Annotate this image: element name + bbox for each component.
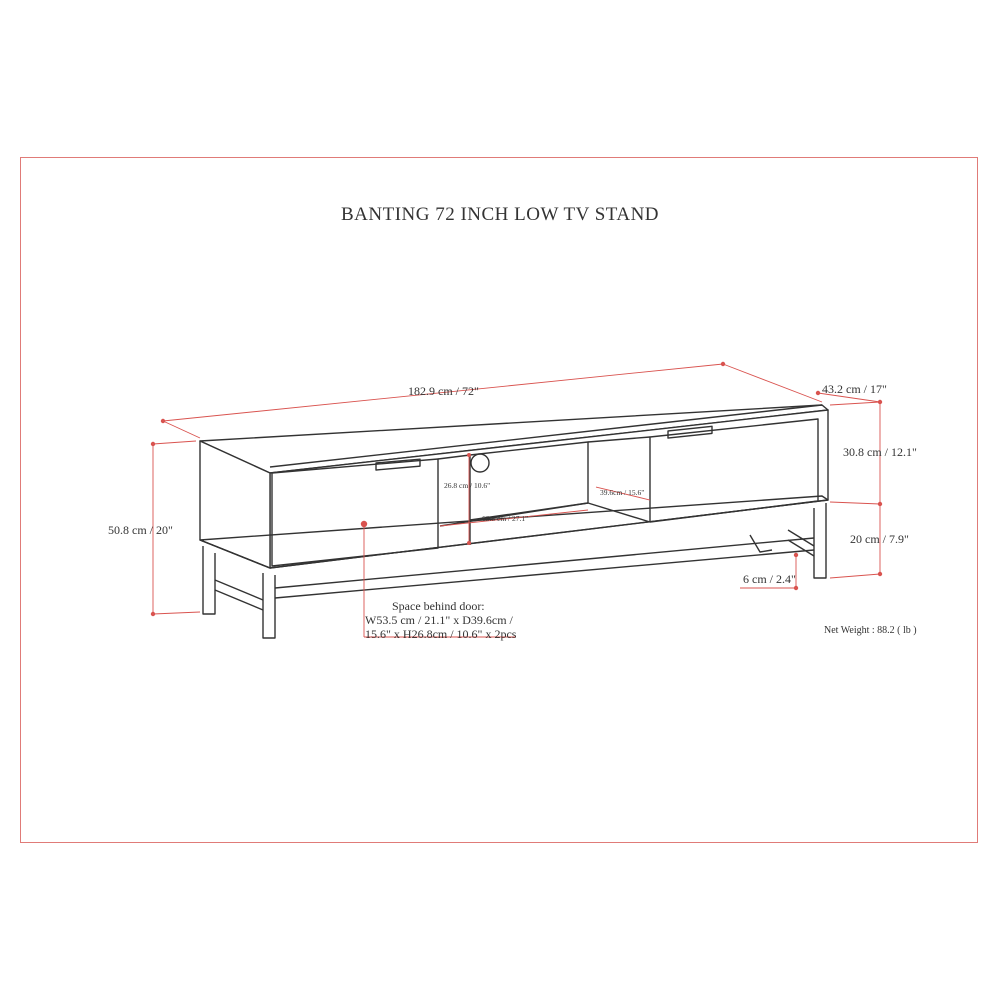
- page-title: BANTING 72 INCH LOW TV STAND: [340, 204, 660, 225]
- width-label: 182.9 cm / 72": [408, 384, 479, 398]
- net-weight-label: Net Weight : 88.2 ( lb ): [824, 625, 917, 636]
- depth-label: 43.2 cm / 17": [822, 382, 887, 396]
- base-height-label: 20 cm / 7.9": [850, 532, 909, 546]
- space-behind-door-line2: 15.6" x H26.8cm / 10.6" x 2pcs: [365, 627, 517, 641]
- shelf-width-label: 68.8 cm / 27.1": [482, 514, 529, 523]
- space-behind-door-heading: Space behind door:: [392, 599, 485, 613]
- leg-inset-label: 6 cm / 2.4": [743, 572, 796, 586]
- cabinet-height-label: 30.8 cm / 12.1": [843, 445, 917, 459]
- shelf-height-label: 26.8 cm / 10.6": [444, 481, 491, 490]
- space-behind-door-line1: W53.5 cm / 21.1" x D39.6cm /: [365, 613, 513, 627]
- total-height-label: 50.8 cm / 20": [108, 523, 173, 537]
- shelf-depth-label: 39.6cm / 15.6": [600, 488, 645, 497]
